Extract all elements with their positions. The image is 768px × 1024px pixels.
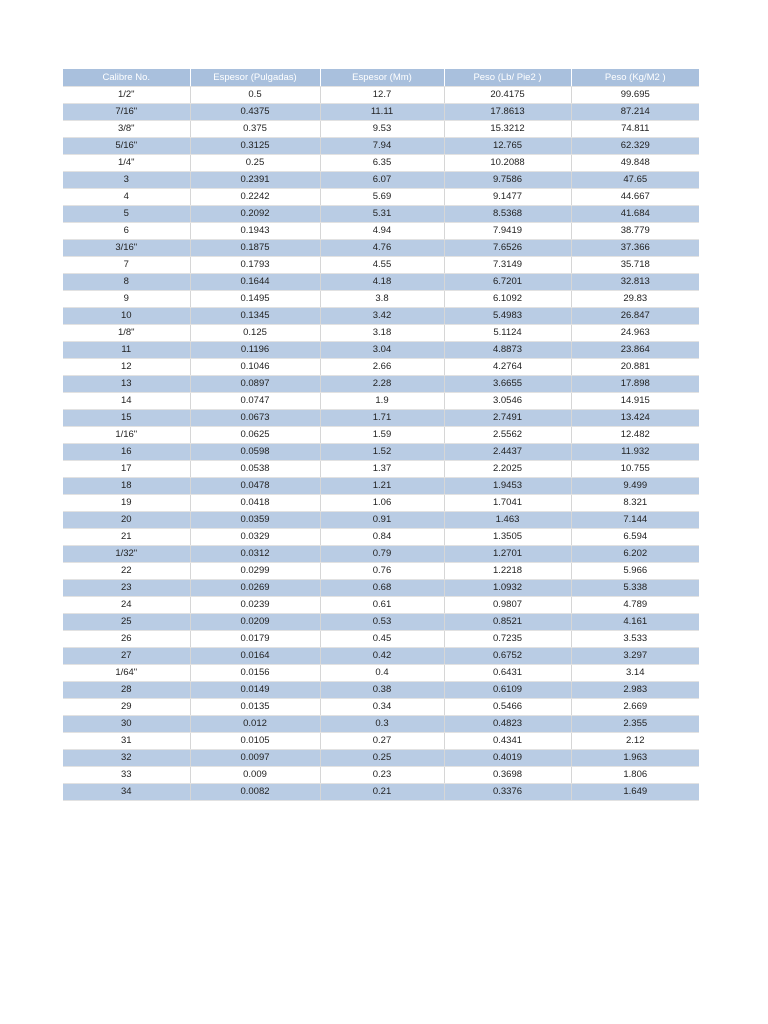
cell-peso-kg-m2: 74.811 (571, 121, 699, 138)
table-row (63, 529, 699, 546)
cell-peso-kg-m2: 1.963 (571, 750, 699, 767)
cell-peso-kg-m2: 1.806 (571, 767, 699, 784)
cell-espesor-pulgadas: 0.0239 (190, 597, 320, 614)
cell-peso-lb-pie2: 2.5562 (444, 427, 571, 444)
cell-espesor-pulgadas: 0.3125 (190, 138, 320, 155)
cell-espesor-pulgadas: 0.009 (190, 767, 320, 784)
cell-peso-lb-pie2: 20.4175 (444, 87, 571, 104)
cell-peso-kg-m2: 4.789 (571, 597, 699, 614)
table-row (63, 682, 699, 699)
cell-peso-lb-pie2: 3.6655 (444, 376, 571, 393)
cell-peso-lb-pie2: 0.6109 (444, 682, 571, 699)
table-row (63, 240, 699, 257)
cell-calibre: 26 (63, 631, 190, 648)
cell-peso-lb-pie2: 0.3376 (444, 784, 571, 801)
gauge-thickness-table (63, 69, 699, 801)
cell-espesor-mm: 5.31 (320, 206, 444, 223)
cell-espesor-mm: 3.42 (320, 308, 444, 325)
cell-peso-lb-pie2: 0.6752 (444, 648, 571, 665)
cell-peso-kg-m2: 9.499 (571, 478, 699, 495)
header-calibre: Calibre No. (63, 69, 190, 87)
cell-espesor-pulgadas: 0.0299 (190, 563, 320, 580)
cell-calibre: 13 (63, 376, 190, 393)
table-row (63, 291, 699, 308)
cell-peso-lb-pie2: 2.7491 (444, 410, 571, 427)
cell-peso-lb-pie2: 9.1477 (444, 189, 571, 206)
table-row (63, 512, 699, 529)
cell-peso-kg-m2: 62.329 (571, 138, 699, 155)
cell-espesor-mm: 0.21 (320, 784, 444, 801)
cell-peso-lb-pie2: 2.4437 (444, 444, 571, 461)
table-row (63, 274, 699, 291)
cell-calibre: 5/16" (63, 138, 190, 155)
cell-peso-lb-pie2: 0.4823 (444, 716, 571, 733)
header-peso-lb-pie2: Peso (Lb/ Pie2 ) (444, 69, 571, 87)
cell-calibre: 11 (63, 342, 190, 359)
table-row (63, 461, 699, 478)
cell-peso-kg-m2: 99.695 (571, 87, 699, 104)
table-row (63, 495, 699, 512)
cell-peso-kg-m2: 2.983 (571, 682, 699, 699)
table-row (63, 104, 699, 121)
cell-espesor-pulgadas: 0.4375 (190, 104, 320, 121)
cell-calibre: 34 (63, 784, 190, 801)
cell-calibre: 31 (63, 733, 190, 750)
cell-peso-lb-pie2: 12.765 (444, 138, 571, 155)
cell-calibre: 29 (63, 699, 190, 716)
cell-calibre: 23 (63, 580, 190, 597)
cell-espesor-mm: 5.69 (320, 189, 444, 206)
cell-calibre: 22 (63, 563, 190, 580)
cell-calibre: 9 (63, 291, 190, 308)
cell-peso-kg-m2: 17.898 (571, 376, 699, 393)
table-row (63, 376, 699, 393)
cell-peso-lb-pie2: 1.9453 (444, 478, 571, 495)
cell-peso-kg-m2: 8.321 (571, 495, 699, 512)
cell-peso-lb-pie2: 15.3212 (444, 121, 571, 138)
header-espesor-pulgadas: Espesor (Pulgadas) (190, 69, 320, 87)
table-row (63, 393, 699, 410)
cell-calibre: 6 (63, 223, 190, 240)
table-header (63, 69, 699, 87)
cell-espesor-mm: 0.42 (320, 648, 444, 665)
cell-espesor-pulgadas: 0.1345 (190, 308, 320, 325)
table-row (63, 631, 699, 648)
cell-espesor-mm: 0.76 (320, 563, 444, 580)
cell-peso-lb-pie2: 17.8613 (444, 104, 571, 121)
cell-espesor-mm: 3.04 (320, 342, 444, 359)
cell-espesor-mm: 0.3 (320, 716, 444, 733)
cell-peso-lb-pie2: 4.2764 (444, 359, 571, 376)
cell-calibre: 4 (63, 189, 190, 206)
table-row (63, 546, 699, 563)
cell-espesor-mm: 4.94 (320, 223, 444, 240)
cell-peso-kg-m2: 3.533 (571, 631, 699, 648)
cell-espesor-pulgadas: 0.0149 (190, 682, 320, 699)
cell-calibre: 7 (63, 257, 190, 274)
cell-espesor-mm: 3.8 (320, 291, 444, 308)
cell-peso-kg-m2: 1.649 (571, 784, 699, 801)
cell-espesor-pulgadas: 0.0269 (190, 580, 320, 597)
cell-espesor-pulgadas: 0.0418 (190, 495, 320, 512)
cell-espesor-pulgadas: 0.0329 (190, 529, 320, 546)
cell-peso-kg-m2: 5.966 (571, 563, 699, 580)
cell-calibre: 28 (63, 682, 190, 699)
cell-espesor-mm: 6.07 (320, 172, 444, 189)
table-row (63, 580, 699, 597)
table-row (63, 597, 699, 614)
cell-peso-lb-pie2: 3.0546 (444, 393, 571, 410)
cell-peso-kg-m2: 3.14 (571, 665, 699, 682)
cell-calibre: 14 (63, 393, 190, 410)
cell-espesor-pulgadas: 0.1495 (190, 291, 320, 308)
cell-espesor-pulgadas: 0.0897 (190, 376, 320, 393)
cell-peso-lb-pie2: 9.7586 (444, 172, 571, 189)
table-body (63, 87, 699, 801)
cell-calibre: 20 (63, 512, 190, 529)
cell-calibre: 19 (63, 495, 190, 512)
cell-calibre: 10 (63, 308, 190, 325)
cell-calibre: 3 (63, 172, 190, 189)
header-row (63, 69, 699, 87)
cell-peso-kg-m2: 44.667 (571, 189, 699, 206)
cell-espesor-pulgadas: 0.125 (190, 325, 320, 342)
table-row (63, 87, 699, 104)
cell-peso-kg-m2: 26.847 (571, 308, 699, 325)
cell-peso-lb-pie2: 10.2088 (444, 155, 571, 172)
cell-peso-lb-pie2: 6.7201 (444, 274, 571, 291)
cell-espesor-mm: 0.45 (320, 631, 444, 648)
cell-espesor-mm: 11.11 (320, 104, 444, 121)
cell-peso-lb-pie2: 0.9807 (444, 597, 571, 614)
cell-espesor-pulgadas: 0.2391 (190, 172, 320, 189)
cell-peso-kg-m2: 6.594 (571, 529, 699, 546)
cell-peso-kg-m2: 6.202 (571, 546, 699, 563)
cell-calibre: 30 (63, 716, 190, 733)
cell-peso-lb-pie2: 0.7235 (444, 631, 571, 648)
cell-espesor-mm: 4.18 (320, 274, 444, 291)
cell-espesor-mm: 1.06 (320, 495, 444, 512)
cell-espesor-mm: 4.76 (320, 240, 444, 257)
cell-peso-kg-m2: 37.366 (571, 240, 699, 257)
cell-peso-kg-m2: 38.779 (571, 223, 699, 240)
cell-peso-lb-pie2: 1.2701 (444, 546, 571, 563)
cell-espesor-mm: 1.52 (320, 444, 444, 461)
cell-peso-kg-m2: 3.297 (571, 648, 699, 665)
cell-calibre: 1/32" (63, 546, 190, 563)
cell-calibre: 21 (63, 529, 190, 546)
cell-peso-kg-m2: 87.214 (571, 104, 699, 121)
cell-espesor-pulgadas: 0.1875 (190, 240, 320, 257)
table-row (63, 665, 699, 682)
cell-espesor-mm: 0.4 (320, 665, 444, 682)
cell-espesor-mm: 2.66 (320, 359, 444, 376)
cell-espesor-mm: 0.79 (320, 546, 444, 563)
cell-peso-lb-pie2: 0.4019 (444, 750, 571, 767)
table-row (63, 155, 699, 172)
cell-espesor-pulgadas: 0.012 (190, 716, 320, 733)
cell-espesor-mm: 6.35 (320, 155, 444, 172)
cell-espesor-mm: 4.55 (320, 257, 444, 274)
cell-espesor-pulgadas: 0.25 (190, 155, 320, 172)
cell-peso-kg-m2: 23.864 (571, 342, 699, 359)
cell-peso-kg-m2: 32.813 (571, 274, 699, 291)
cell-peso-lb-pie2: 7.9419 (444, 223, 571, 240)
cell-espesor-mm: 0.38 (320, 682, 444, 699)
cell-espesor-pulgadas: 0.0359 (190, 512, 320, 529)
cell-calibre: 1/64" (63, 665, 190, 682)
cell-peso-lb-pie2: 1.3505 (444, 529, 571, 546)
table-row (63, 121, 699, 138)
table-row (63, 257, 699, 274)
table-row (63, 444, 699, 461)
cell-peso-lb-pie2: 1.463 (444, 512, 571, 529)
cell-calibre: 16 (63, 444, 190, 461)
cell-espesor-pulgadas: 0.1644 (190, 274, 320, 291)
cell-peso-kg-m2: 41.684 (571, 206, 699, 223)
table-row (63, 206, 699, 223)
cell-peso-kg-m2: 13.424 (571, 410, 699, 427)
cell-peso-kg-m2: 2.12 (571, 733, 699, 750)
cell-peso-kg-m2: 11.932 (571, 444, 699, 461)
cell-peso-kg-m2: 49.848 (571, 155, 699, 172)
cell-espesor-mm: 0.27 (320, 733, 444, 750)
table-row (63, 784, 699, 801)
table-row (63, 359, 699, 376)
gauge-table-sheet (63, 69, 699, 801)
cell-espesor-pulgadas: 0.0598 (190, 444, 320, 461)
cell-espesor-mm: 0.53 (320, 614, 444, 631)
cell-espesor-mm: 1.21 (320, 478, 444, 495)
cell-espesor-pulgadas: 0.0135 (190, 699, 320, 716)
cell-espesor-mm: 2.28 (320, 376, 444, 393)
cell-calibre: 1/2" (63, 87, 190, 104)
table-row (63, 172, 699, 189)
cell-espesor-mm: 1.71 (320, 410, 444, 427)
cell-peso-lb-pie2: 1.2218 (444, 563, 571, 580)
cell-espesor-pulgadas: 0.0538 (190, 461, 320, 478)
table-row (63, 563, 699, 580)
table-row (63, 410, 699, 427)
cell-espesor-pulgadas: 0.1943 (190, 223, 320, 240)
cell-calibre: 1/8" (63, 325, 190, 342)
cell-espesor-pulgadas: 0.0478 (190, 478, 320, 495)
table-row (63, 648, 699, 665)
table-row (63, 733, 699, 750)
table-row (63, 427, 699, 444)
cell-calibre: 17 (63, 461, 190, 478)
cell-espesor-pulgadas: 0.0097 (190, 750, 320, 767)
cell-calibre: 7/16" (63, 104, 190, 121)
cell-peso-lb-pie2: 2.2025 (444, 461, 571, 478)
cell-espesor-mm: 0.84 (320, 529, 444, 546)
cell-espesor-mm: 3.18 (320, 325, 444, 342)
cell-peso-kg-m2: 5.338 (571, 580, 699, 597)
cell-calibre: 3/16" (63, 240, 190, 257)
cell-peso-lb-pie2: 7.6526 (444, 240, 571, 257)
cell-calibre: 5 (63, 206, 190, 223)
cell-peso-kg-m2: 2.355 (571, 716, 699, 733)
cell-espesor-mm: 7.94 (320, 138, 444, 155)
cell-peso-kg-m2: 35.718 (571, 257, 699, 274)
cell-peso-kg-m2: 47.65 (571, 172, 699, 189)
cell-calibre: 1/4" (63, 155, 190, 172)
cell-espesor-pulgadas: 0.0179 (190, 631, 320, 648)
cell-peso-lb-pie2: 0.8521 (444, 614, 571, 631)
cell-peso-lb-pie2: 4.8873 (444, 342, 571, 359)
cell-espesor-pulgadas: 0.0105 (190, 733, 320, 750)
cell-peso-lb-pie2: 5.1124 (444, 325, 571, 342)
cell-calibre: 18 (63, 478, 190, 495)
table-row (63, 699, 699, 716)
cell-calibre: 1/16" (63, 427, 190, 444)
cell-peso-lb-pie2: 0.4341 (444, 733, 571, 750)
cell-peso-lb-pie2: 0.5466 (444, 699, 571, 716)
cell-peso-kg-m2: 12.482 (571, 427, 699, 444)
cell-peso-kg-m2: 24.963 (571, 325, 699, 342)
cell-espesor-pulgadas: 0.2092 (190, 206, 320, 223)
cell-espesor-pulgadas: 0.1046 (190, 359, 320, 376)
cell-calibre: 27 (63, 648, 190, 665)
cell-peso-kg-m2: 7.144 (571, 512, 699, 529)
cell-calibre: 3/8" (63, 121, 190, 138)
table-row (63, 342, 699, 359)
cell-espesor-mm: 0.68 (320, 580, 444, 597)
cell-peso-lb-pie2: 0.6431 (444, 665, 571, 682)
table-row (63, 716, 699, 733)
cell-peso-lb-pie2: 8.5368 (444, 206, 571, 223)
cell-peso-kg-m2: 14.915 (571, 393, 699, 410)
cell-calibre: 25 (63, 614, 190, 631)
cell-espesor-pulgadas: 0.0673 (190, 410, 320, 427)
cell-espesor-mm: 1.9 (320, 393, 444, 410)
table-row (63, 767, 699, 784)
cell-espesor-pulgadas: 0.0747 (190, 393, 320, 410)
cell-peso-lb-pie2: 1.0932 (444, 580, 571, 597)
cell-calibre: 33 (63, 767, 190, 784)
table-row (63, 614, 699, 631)
cell-espesor-mm: 0.61 (320, 597, 444, 614)
cell-peso-kg-m2: 20.881 (571, 359, 699, 376)
cell-peso-kg-m2: 2.669 (571, 699, 699, 716)
cell-espesor-pulgadas: 0.0156 (190, 665, 320, 682)
cell-peso-lb-pie2: 7.3149 (444, 257, 571, 274)
table-row (63, 325, 699, 342)
table-row (63, 308, 699, 325)
cell-espesor-mm: 12.7 (320, 87, 444, 104)
cell-peso-kg-m2: 29.83 (571, 291, 699, 308)
cell-espesor-pulgadas: 0.0625 (190, 427, 320, 444)
cell-peso-lb-pie2: 1.7041 (444, 495, 571, 512)
cell-espesor-pulgadas: 0.375 (190, 121, 320, 138)
cell-espesor-pulgadas: 0.0209 (190, 614, 320, 631)
cell-calibre: 24 (63, 597, 190, 614)
cell-calibre: 12 (63, 359, 190, 376)
table-row (63, 138, 699, 155)
table-row (63, 478, 699, 495)
cell-espesor-mm: 1.59 (320, 427, 444, 444)
cell-calibre: 32 (63, 750, 190, 767)
cell-espesor-mm: 0.25 (320, 750, 444, 767)
cell-espesor-mm: 0.91 (320, 512, 444, 529)
cell-espesor-mm: 9.53 (320, 121, 444, 138)
table-row (63, 189, 699, 206)
cell-espesor-pulgadas: 0.0164 (190, 648, 320, 665)
cell-calibre: 8 (63, 274, 190, 291)
cell-espesor-pulgadas: 0.5 (190, 87, 320, 104)
cell-peso-kg-m2: 10.755 (571, 461, 699, 478)
header-espesor-mm: Espesor (Mm) (320, 69, 444, 87)
cell-espesor-pulgadas: 0.2242 (190, 189, 320, 206)
cell-peso-lb-pie2: 5.4983 (444, 308, 571, 325)
cell-peso-lb-pie2: 0.3698 (444, 767, 571, 784)
cell-espesor-pulgadas: 0.1196 (190, 342, 320, 359)
header-peso-kg-m2: Peso (Kg/M2 ) (571, 69, 699, 87)
table-row (63, 750, 699, 767)
cell-espesor-mm: 1.37 (320, 461, 444, 478)
cell-calibre: 15 (63, 410, 190, 427)
cell-espesor-mm: 0.23 (320, 767, 444, 784)
table-row (63, 223, 699, 240)
cell-espesor-pulgadas: 0.1793 (190, 257, 320, 274)
cell-peso-lb-pie2: 6.1092 (444, 291, 571, 308)
cell-peso-kg-m2: 4.161 (571, 614, 699, 631)
cell-espesor-pulgadas: 0.0312 (190, 546, 320, 563)
cell-espesor-pulgadas: 0.0082 (190, 784, 320, 801)
cell-espesor-mm: 0.34 (320, 699, 444, 716)
